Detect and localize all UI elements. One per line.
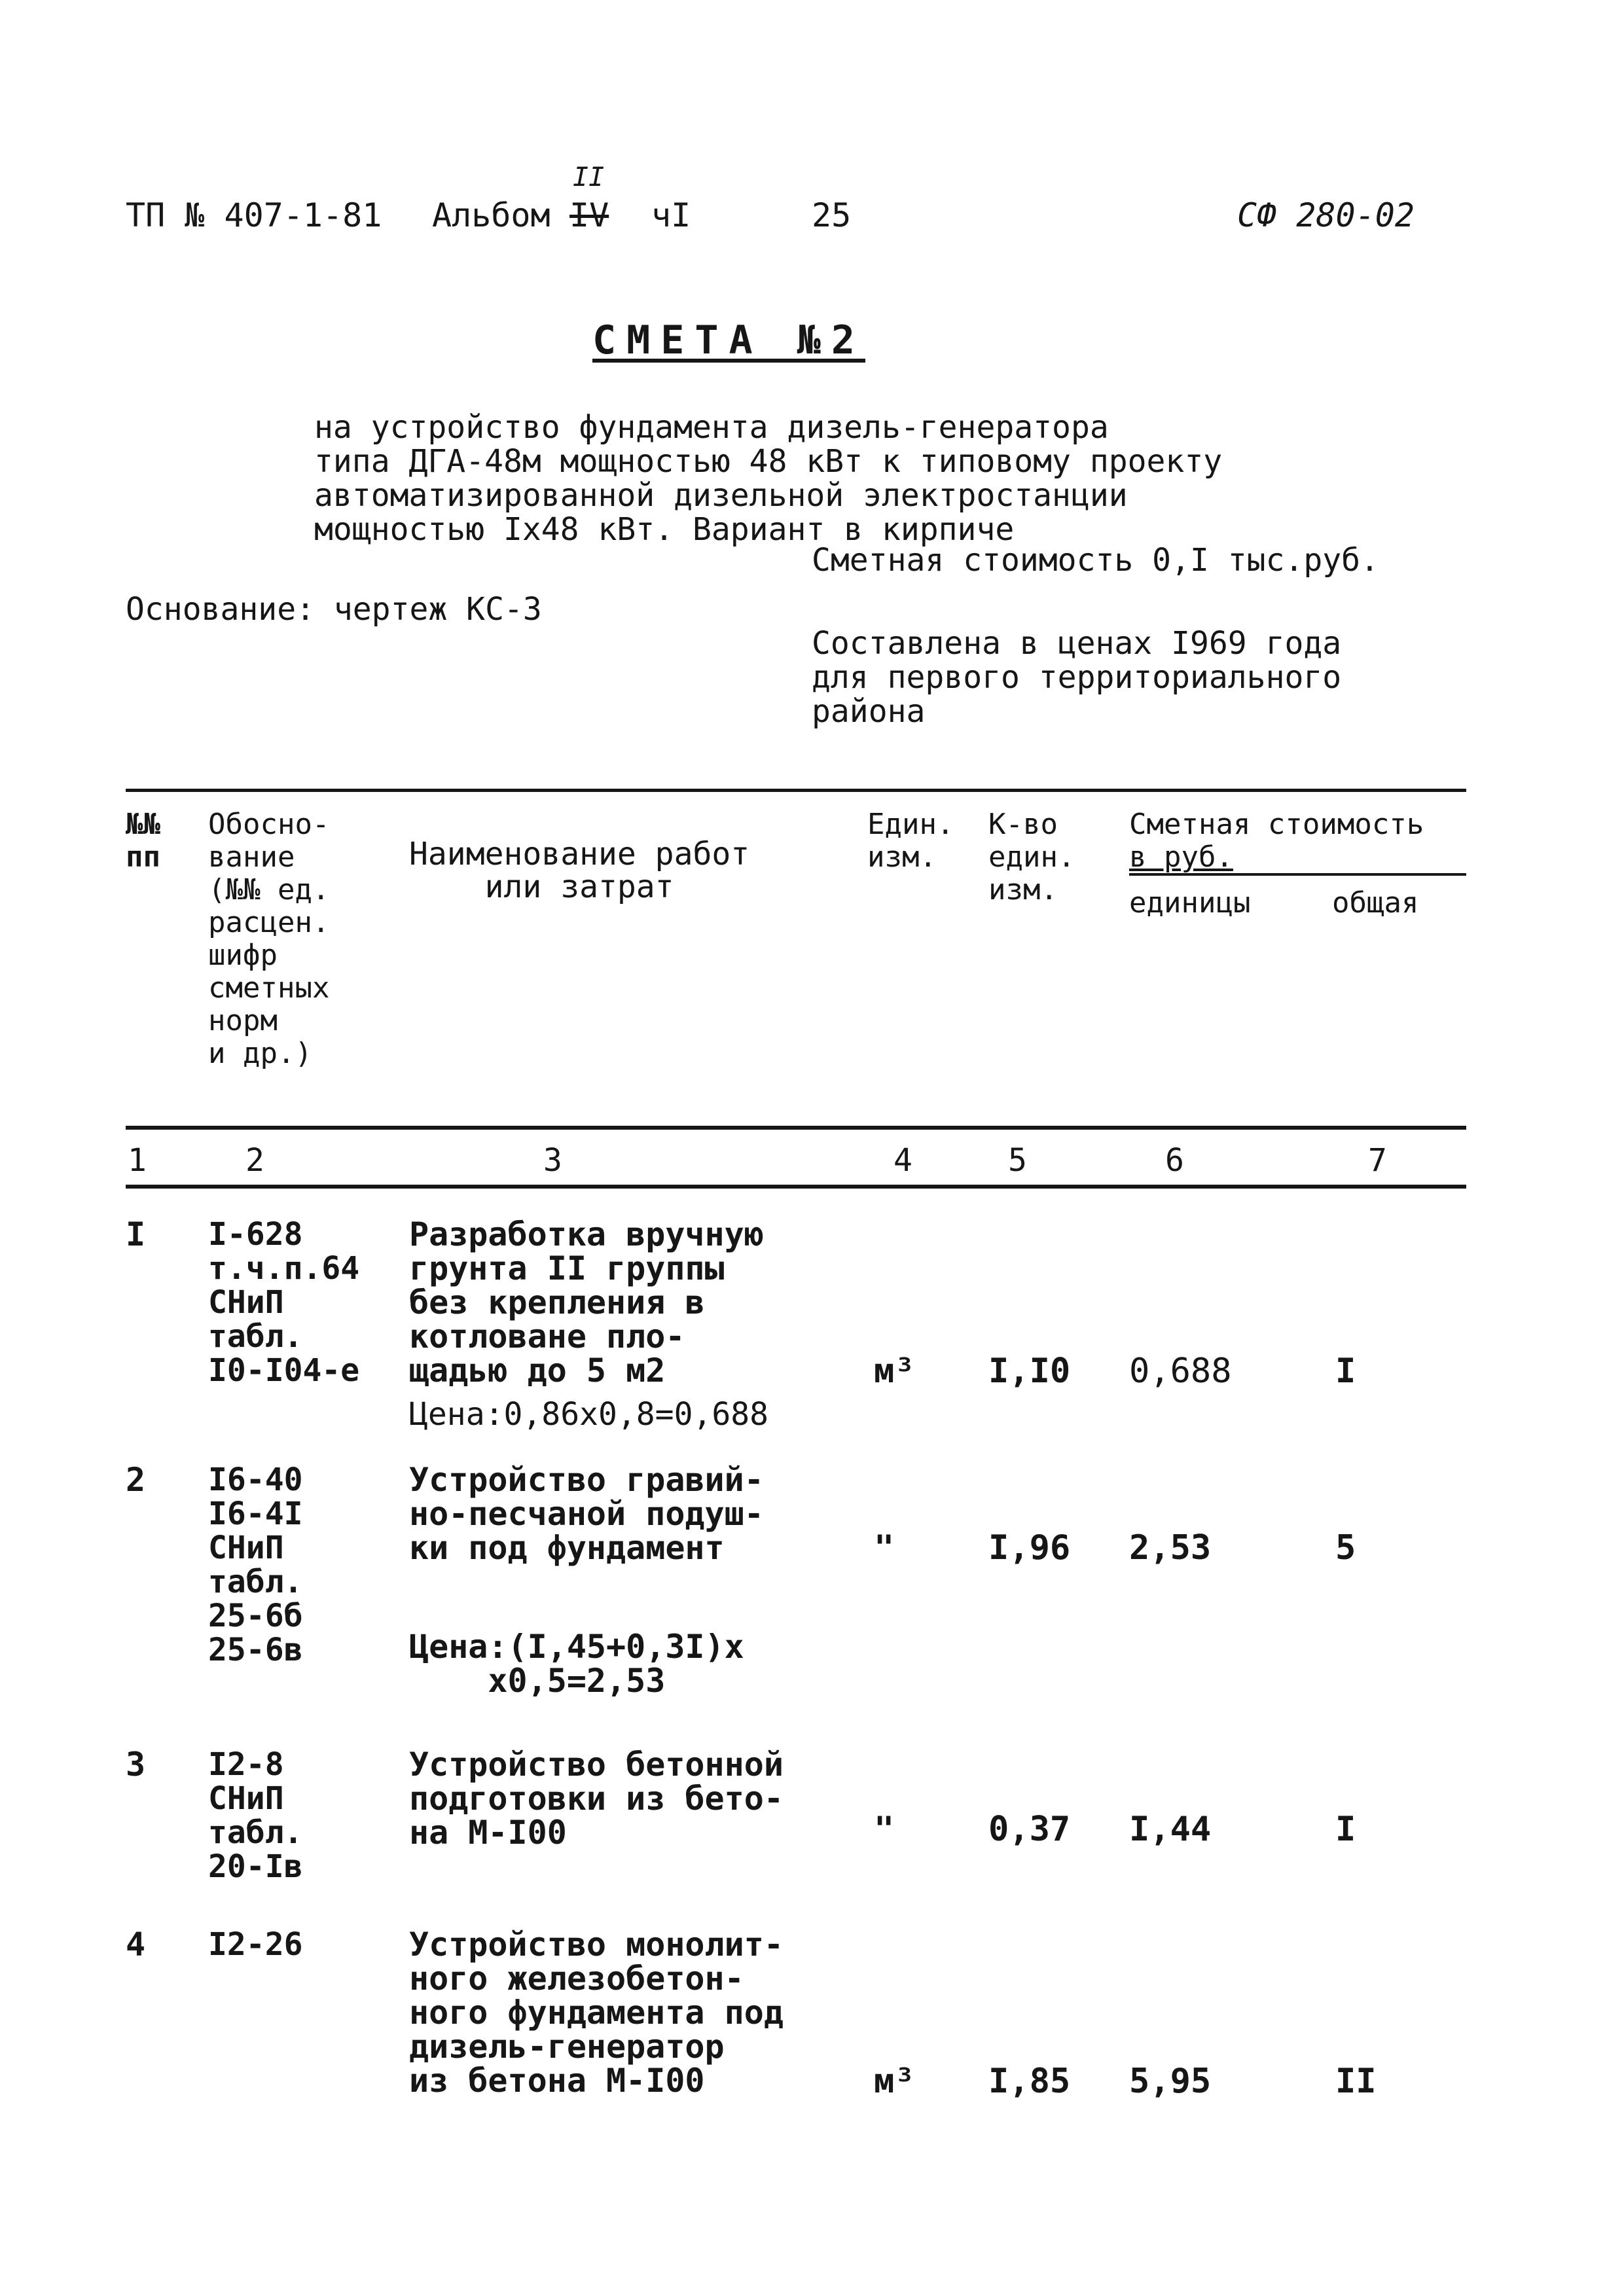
prices-note-line: района	[812, 693, 926, 730]
row-basis: I2-8 СНиП табл. 20-Iв	[208, 1746, 303, 1885]
subtitle-line: на устройство фундамента дизель-генератора	[314, 409, 1109, 446]
row-basis: I6-40 I6-4I СНиП табл. 25-6б 25-6в	[208, 1462, 303, 1668]
row-number: 4	[126, 1926, 146, 1964]
row-unit: м³	[874, 1352, 915, 1391]
column-number: 1	[128, 1142, 147, 1179]
row-work-name: Устройство гравий- но-песчаной подуш- ки под фундамент	[409, 1461, 764, 1567]
column-number: 2	[245, 1142, 264, 1179]
row-work-name: Устройство бетонной подготовки из бето- на М-I00	[409, 1746, 784, 1852]
album-number-corrected: II	[573, 162, 605, 192]
row-unit-cost: 2,53	[1129, 1528, 1212, 1568]
header-basis: Обосно- вание (№№ ед. расцен. шифр сметных норм и др.)	[208, 808, 330, 1070]
row-total: I	[1335, 1352, 1356, 1391]
estimated-cost: Сметная стоимость 0,I тыс.руб.	[812, 542, 1379, 579]
document-title: СМЕТА №2	[592, 317, 865, 363]
header-cost-currency: в руб.	[1129, 840, 1233, 874]
row-unit-cost: 5,95	[1129, 2062, 1212, 2101]
column-number: 6	[1165, 1142, 1184, 1179]
document-code: СФ 280-02	[1237, 196, 1415, 234]
header-bottom-rule	[126, 1126, 1466, 1130]
row-total: 5	[1335, 1528, 1356, 1568]
doc-reference: ТП № 407-1-81	[126, 196, 382, 234]
row-number: I	[126, 1215, 146, 1253]
column-number: 4	[893, 1142, 912, 1179]
table-top-rule	[126, 789, 1466, 792]
page-number: 25	[812, 196, 852, 234]
header-row-number: №№ пп	[126, 808, 160, 874]
column-number: 5	[1008, 1142, 1027, 1179]
row-basis: I2-26	[208, 1926, 303, 1963]
header-unit: Един. изм.	[867, 808, 954, 874]
album-number-struck: IV	[569, 196, 609, 234]
row-work-name: Устройство монолит- ного железобетон- ного фундамента под дизель-генератор из бетона М-I00	[409, 1926, 784, 2100]
row-price-note: Цена:(I,45+0,3I)х х0,5=2,53	[409, 1628, 744, 1700]
column-number: 3	[543, 1142, 562, 1179]
row-quantity: I,85	[988, 2062, 1071, 2101]
subtitle-line: мощностью Iх48 кВт. Вариант в кирпиче	[314, 511, 1015, 548]
header-quantity: К-во един. изм.	[988, 808, 1075, 906]
subtitle-line: автоматизированной дизельной электростанции	[314, 477, 1128, 514]
subtitle-line: типа ДГА-48м мощностью 48 кВт к типовому проекту	[314, 443, 1223, 480]
part-number: чI	[651, 196, 691, 234]
prices-note	[812, 592, 1341, 762]
prices-note-line: для первого территориального	[812, 659, 1342, 696]
row-number: 2	[126, 1461, 146, 1499]
header-total-cost: общая	[1332, 886, 1419, 920]
row-work-name: Разработка вручную грунта II группы без крепления в котловане пло- щадью до 5 м2	[409, 1215, 764, 1390]
row-total: I	[1335, 1810, 1356, 1849]
header-cost-group: Сметная стоимость	[1129, 808, 1424, 841]
header-unit-cost: единицы	[1129, 886, 1251, 920]
row-unit: "	[874, 1528, 895, 1568]
row-unit-cost: I,44	[1129, 1810, 1212, 1849]
row-basis: I-628 т.ч.п.64 СНиП табл. I0-I04-е	[208, 1216, 360, 1389]
row-unit: м³	[874, 2062, 915, 2101]
column-numbers-rule	[126, 1185, 1466, 1189]
row-quantity: 0,37	[988, 1810, 1071, 1849]
prices-note-line: Составлена в ценах I969 года	[812, 625, 1342, 662]
row-total: II	[1335, 2062, 1377, 2101]
album-label: Альбом	[432, 196, 550, 234]
row-number: 3	[126, 1746, 146, 1784]
basis-line: Основание: чертеж КС-3	[126, 591, 542, 628]
column-number: 7	[1368, 1142, 1387, 1179]
header-work-name: Наименование работ или затрат	[409, 836, 750, 905]
row-quantity: I,96	[988, 1528, 1071, 1568]
row-quantity: I,I0	[988, 1352, 1071, 1391]
row-price-note: Цена:0,86х0,8=0,688	[409, 1396, 769, 1433]
row-unit: "	[874, 1810, 895, 1849]
row-unit-cost: 0,688	[1129, 1352, 1232, 1391]
